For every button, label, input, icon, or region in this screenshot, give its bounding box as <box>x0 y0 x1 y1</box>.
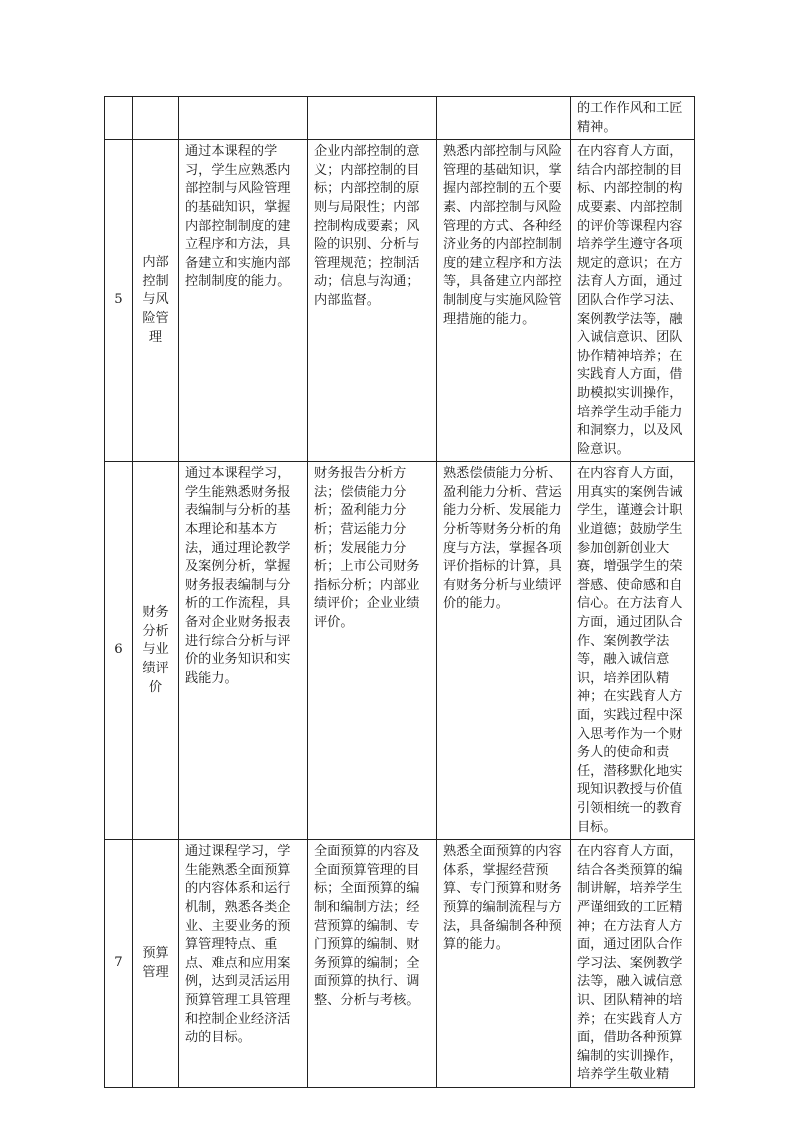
course-content <box>308 97 437 140</box>
course-table-page <box>104 96 695 1088</box>
row-number: 5 <box>105 140 133 462</box>
course-requirement: 熟悉全面预算的内容体系，掌握经营预算、专门预算和财务预算的编制流程与方法，具备编制各种预算的能力。 <box>437 840 571 1088</box>
table-row <box>105 140 695 462</box>
course-content: 财务报告分析方法；偿债能力分析；盈利能力分析；营运能力分析；发展能力分析；上市公司财务指标分析；内部业绩评价；企业业绩评价。 <box>308 462 437 840</box>
course-content: 全面预算的内容及全面预算管理的目标；全面预算的编制和编制方法；经营预算的编制、专门预算的编制、财务预算的编制；全面预算的执行、调整、分析与考核。 <box>308 840 437 1088</box>
row-number: 7 <box>105 840 133 1088</box>
table-row <box>105 462 695 840</box>
course-ideology: 的工作作风和工匠精神。 <box>571 97 695 140</box>
course-goal: 通过本课程的学习，学生应熟悉内部控制与风险管理的基础知识，掌握内部控制制度的建立程序和方法，具备建立和实施内部控制制度的能力。 <box>179 140 308 462</box>
course-name <box>133 97 179 140</box>
course-goal <box>179 97 308 140</box>
course-table <box>104 96 695 1088</box>
course-ideology: 在内容育人方面，结合内部控制的目标、内部控制的构成要素、内部控制的评价等课程内容培养学生遵守各项规定的意识；在方法育人方面，通过团队合作学习法、案例教学法等，融入诚信意识、团队协作精神培养；在实践育人方面，借助模拟实训操作，培养学生动手能力和洞察力，以及风险意识。 <box>571 140 695 462</box>
course-requirement <box>437 97 571 140</box>
course-goal: 通过课程学习，学生能熟悉全面预算的内容体系和运行机制，熟悉各类企业、主要业务的预算管理特点、重点、难点和应用案例，达到灵活运用预算管理工具管理和控制企业经济活动的目标。 <box>179 840 308 1088</box>
course-ideology: 在内容育人方面，结合各类预算的编制讲解，培养学生严谨细致的工匠精神；在方法育人方面，通过团队合作学习法、案例教学法等，融入诚信意识、团队精神的培养；在实践育人方面，借助各种预算编制的实训操作，培养学生敬业精 <box>571 840 695 1088</box>
course-name: 内部控制与风险管理 <box>133 140 179 462</box>
row-number: 6 <box>105 462 133 840</box>
course-requirement: 熟悉偿债能力分析、盈利能力分析、营运能力分析、发展能力分析等财务分析的角度与方法，掌握各项评价指标的计算，具有财务分析与业绩评价的能力。 <box>437 462 571 840</box>
course-content: 企业内部控制的意义；内部控制的目标；内部控制的原则与局限性；内部控制构成要素；风险的识别、分析与管理规范；控制活动；信息与沟通；内部监督。 <box>308 140 437 462</box>
table-row <box>105 840 695 1088</box>
course-name: 预算管理 <box>133 840 179 1088</box>
course-goal: 通过本课程学习，学生能熟悉财务报表编制与分析的基本理论和基本方法，通过理论教学及案例分析，掌握财务报表编制与分析的工作流程，具备对企业财务报表进行综合分析与评价的业务知识和实践能力。 <box>179 462 308 840</box>
table-row <box>105 97 695 140</box>
row-number <box>105 97 133 140</box>
course-requirement: 熟悉内部控制与风险管理的基础知识，掌握内部控制的五个要素、内部控制与风险管理的方式、各种经济业务的内部控制制度的建立程序和方法等，具备建立内部控制制度与实施风险管理措施的能力。 <box>437 140 571 462</box>
course-name: 财务分析与业绩评价 <box>133 462 179 840</box>
course-ideology: 在内容育人方面，用真实的案例告诫学生，谨遵会计职业道德；鼓励学生参加创新创业大赛，增强学生的荣誉感、使命感和自信心。在方法育人方面，通过团队合作、案例教学法等，融入诚信意识，培养团队精神；在实践育人方面，实践过程中深入思考作为一个财务人的使命和责任，潜移默化地实现知识教授与价值引领相统一的教育目标。 <box>571 462 695 840</box>
